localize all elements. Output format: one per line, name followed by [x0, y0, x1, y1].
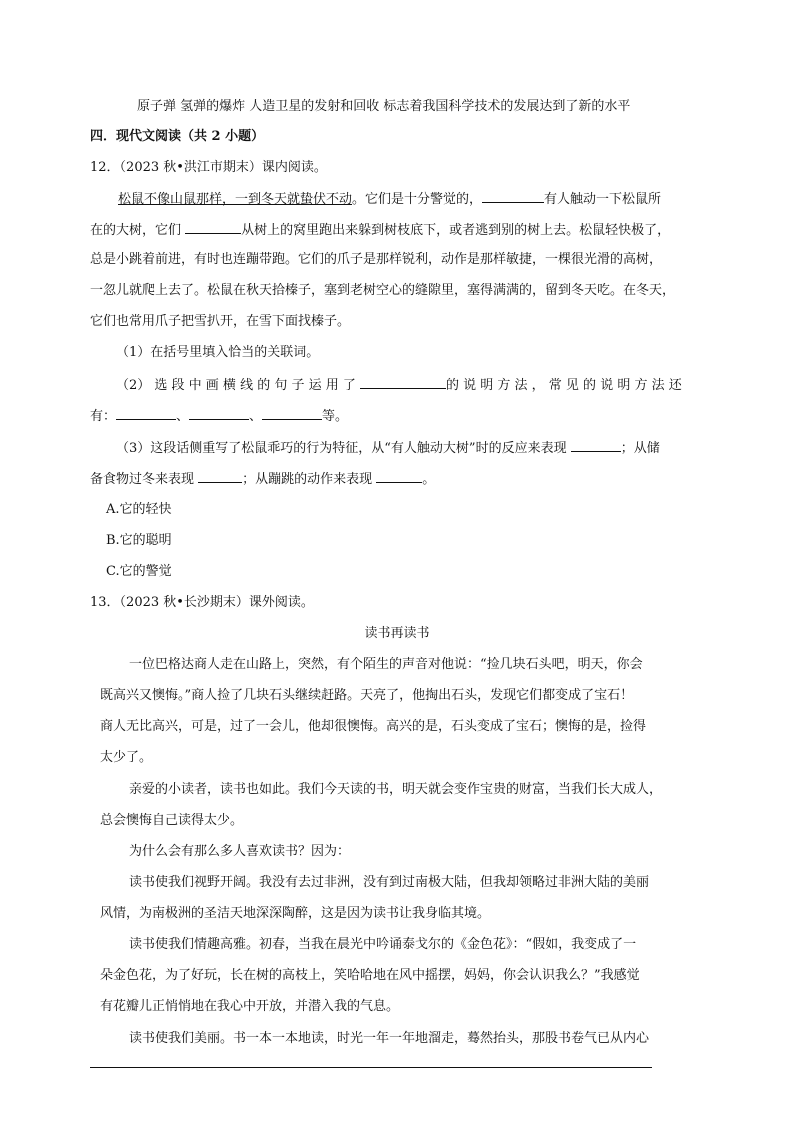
subquestion-text: 。: [422, 472, 436, 487]
passage-line-1: [118, 188, 661, 210]
passage-line-3: 总是小跳着前进，有时也连蹦带跑。它们的爪子是那样锐利，动作是那样敏捷，一棵很光滑的高树，: [90, 252, 663, 267]
article-line: 读书使我们美丽。书一本一本地读，时光一年一年地溜走，蓦然抬头，那股书卷气已从内心: [129, 1031, 650, 1046]
subquestion-text: 有：: [90, 409, 117, 424]
subquestion-3-cont: [90, 468, 435, 490]
fill-blank[interactable]: [116, 405, 176, 420]
passage-line-2: [90, 219, 670, 241]
article-line: 太少了。: [100, 750, 153, 765]
article-line: 既高兴又懊悔。”商人捡了几块石头继续赶路。天亮了，他掏出石头，发现它们都变成了宝石！: [100, 688, 634, 703]
article-line: 商人无比高兴，可是，过了一会儿，他却很懊悔。高兴的是，石头变成了宝石；懊悔的是，捡得: [100, 719, 647, 734]
article-title: 读书再读书: [364, 626, 430, 641]
article-line: 一位巴格达商人走在山路上，突然，有个陌生的声音对他说：“捡几块石头吧，明天，你会: [129, 657, 643, 672]
article-line: 读书使我们视野开阔。我没有去过非洲，没有到过南极大陆，但我却领略过非洲大陆的美丽: [129, 875, 650, 890]
passage-text: 有人触动一下松鼠所: [544, 192, 662, 207]
subquestion-1: （1）在括号里填入恰当的关联词。: [116, 345, 320, 360]
fill-blank[interactable]: [198, 468, 242, 483]
fill-blank[interactable]: [185, 219, 241, 234]
subquestion-text: 等。: [322, 409, 349, 424]
question-13-header: 13．（2023 秋•长沙期末）课外阅读。: [90, 595, 314, 610]
subquestion-text: （3）这段话侧重写了松鼠乖巧的行为特征，从“有人触动大树”时的反应来表现: [116, 441, 571, 456]
article-line: 总会懊悔自己读得太少。: [100, 813, 244, 828]
option-b[interactable]: B.它的聪明: [106, 533, 172, 548]
passage-text: 从树上的窝里跑出来躲到树枝底下，或者逃到别的树上去。松鼠轻快极了，: [241, 223, 671, 238]
option-c[interactable]: C.它的警觉: [106, 564, 172, 579]
separator: 、: [176, 409, 190, 424]
subquestion-text: 备食物过冬来表现: [90, 472, 199, 487]
fill-blank[interactable]: [376, 468, 422, 483]
fill-blank[interactable]: [571, 437, 621, 452]
subquestion-text: （2） 选 段 中 画 横 线 的 句 子 运 用 了: [116, 378, 360, 393]
passage-text: 。它们是十分警觉的，: [352, 192, 483, 207]
subquestion-3: [116, 437, 660, 459]
fill-blank[interactable]: [482, 188, 544, 203]
article-line: 为什么会有那么多人喜欢读书？因为：: [129, 844, 351, 859]
underlined-sentence: 松鼠不像山鼠那样，一到冬天就蛰伏不动: [118, 192, 353, 207]
passage-line-5: 它们也常用爪子把雪扒开，在雪下面找榛子。: [90, 314, 351, 329]
passage-text: 在的大树，它们: [90, 223, 186, 238]
article-line: 风情，为南极洲的圣洁天地深深陶醉，这是因为读书让我身临其境。: [100, 906, 491, 921]
subquestion-text: ；从储: [620, 441, 660, 456]
question-12-header: 12．（2023 秋•洪江市期末）课内阅读。: [90, 160, 327, 175]
article-line: 朵金色花，为了好玩，长在树的高枝上，笑哈哈地在风中摇摆，妈妈，你会认识我么？”我感觉: [100, 968, 640, 983]
article-line: 亲爱的小读者，读书也如此。我们今天读的书，明天就会变作宝贵的财富，当我们长大成人，: [129, 782, 663, 797]
passage-line-4: 一忽儿就爬上去了。松鼠在秋天拾榛子，塞到老树空心的缝隙里，塞得满满的，留到冬天吃。在冬天，: [90, 283, 676, 298]
section-heading: 四．现代文阅读（共 2 小题）: [90, 129, 265, 144]
subquestion-2: [116, 374, 682, 396]
fill-blank[interactable]: [262, 405, 322, 420]
article-line: 读书使我们情趣高雅。初春，当我在晨光中吟诵泰戈尔的《金色花》：“假如，我变成了一: [129, 937, 637, 952]
subquestion-text: 的 说 明 方 法 ， 常 见 的 说 明 方 法 还: [446, 378, 682, 393]
answer-line: 原子弹 氢弹的爆炸 人造卫星的发射和回收 标志着我国科学技术的发展达到了新的水平: [137, 99, 631, 114]
separator: 、: [249, 409, 263, 424]
fill-blank[interactable]: [189, 405, 249, 420]
article-line: 有花瓣儿正悄悄地在我心中开放，并潜入我的气息。: [100, 999, 400, 1014]
option-a[interactable]: A.它的轻快: [106, 502, 172, 517]
subquestion-2-cont: [90, 405, 348, 427]
footer-rule: [90, 1067, 652, 1068]
subquestion-text: ；从蹦跳的动作来表现: [242, 472, 377, 487]
fill-blank[interactable]: [360, 374, 446, 389]
